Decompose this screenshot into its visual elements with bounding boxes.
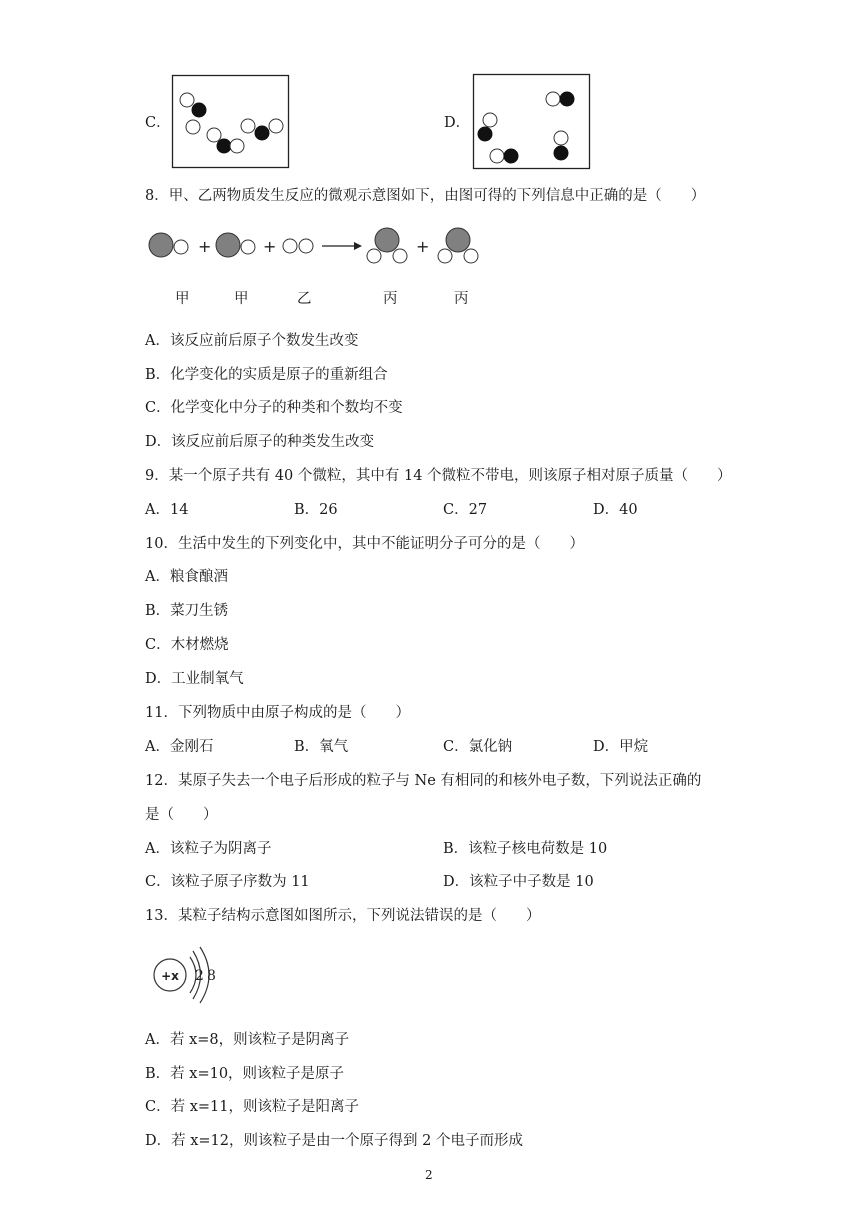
q13-option-a: A．若 x=8，则该粒子是阴离子 bbox=[145, 1032, 350, 1048]
q7-option-d-diagram bbox=[473, 74, 591, 170]
q8-reaction-diagram bbox=[146, 225, 486, 269]
page-number: 2 bbox=[425, 1168, 433, 1182]
q7-option-d-label: D． bbox=[444, 115, 471, 131]
plus-sign: + bbox=[198, 237, 212, 256]
q12-option-a: A．该粒子为阴离子 bbox=[145, 841, 272, 857]
q8-label-jia-1: 甲 bbox=[175, 291, 190, 307]
q11-option-b: B．氧气 bbox=[294, 739, 349, 755]
q13-option-d: D．若 x=12，则该粒子是由一个原子得到 2 个电子而形成 bbox=[145, 1133, 523, 1149]
q12-option-b: B．该粒子核电荷数是 10 bbox=[443, 841, 608, 857]
q9-option-c: C．27 bbox=[443, 502, 488, 518]
q8-option-d: D．该反应前后原子的种类发生改变 bbox=[145, 434, 375, 450]
q13-option-c: C．若 x=11，则该粒子是阳离子 bbox=[145, 1099, 359, 1115]
q8-option-b: B．化学变化的实质是原子的重新组合 bbox=[145, 367, 388, 383]
plus-sign: + bbox=[416, 237, 430, 256]
plus-sign: + bbox=[263, 237, 277, 256]
q10-option-d: D．工业制氧气 bbox=[145, 671, 244, 687]
q10-option-b: B．菜刀生锈 bbox=[145, 603, 229, 619]
q10-stem: 10．生活中发生的下列变化中，其中不能证明分子可分的是（ ） bbox=[145, 536, 584, 552]
q10-option-c: C．木材燃烧 bbox=[145, 637, 229, 653]
q13-option-b: B．若 x=10，则该粒子是原子 bbox=[145, 1066, 345, 1082]
q9-option-b: B．26 bbox=[294, 502, 338, 518]
q9-stem: 9．某一个原子共有 40 个微粒，其中有 14 个微粒不带电，则该原子相对原子质量（ ） bbox=[145, 468, 732, 484]
q12-option-d: D．该粒子中子数是 10 bbox=[443, 874, 594, 890]
q8-label-bing-1: 丙 bbox=[383, 291, 398, 307]
nucleus-label: +x bbox=[161, 969, 179, 983]
q7-option-c-label: C． bbox=[145, 115, 171, 131]
q8-stem: 8．甲、乙两物质发生反应的微观示意图如下，由图可得的下列信息中正确的是（ ） bbox=[145, 188, 706, 204]
q13-stem: 13．某粒子结构示意图如图所示，下列说法错误的是（ ） bbox=[145, 908, 541, 924]
q11-stem: 11．下列物质中由原子构成的是（ ） bbox=[145, 705, 410, 721]
q7-option-c-diagram bbox=[172, 75, 290, 169]
shell-2-electrons: 8 bbox=[207, 968, 216, 984]
q8-label-bing-2: 丙 bbox=[454, 291, 469, 307]
q8-option-a: A．该反应前后原子个数发生改变 bbox=[145, 333, 359, 349]
q13-particle-structure-diagram bbox=[150, 945, 220, 1011]
q11-option-a: A．金刚石 bbox=[145, 739, 214, 755]
q12-stem-line2: 是（ ） bbox=[145, 807, 218, 823]
q9-option-d: D．40 bbox=[593, 502, 638, 518]
q12-stem-line1: 12．某原子失去一个电子后形成的粒子与 Ne 有相同的和核外电子数，下列说法正确的 bbox=[145, 773, 702, 789]
q10-option-a: A．粮食酿酒 bbox=[145, 569, 228, 585]
q9-option-a: A．14 bbox=[145, 502, 189, 518]
q11-option-c: C．氯化钠 bbox=[443, 739, 513, 755]
shell-1-electrons: 2 bbox=[195, 968, 204, 984]
q12-option-c: C．该粒子原子序数为 11 bbox=[145, 874, 310, 890]
q8-option-c: C．化学变化中分子的种类和个数均不变 bbox=[145, 400, 403, 416]
q11-option-d: D．甲烷 bbox=[593, 739, 649, 755]
q8-label-jia-2: 甲 bbox=[234, 291, 249, 307]
q8-label-yi: 乙 bbox=[297, 291, 312, 307]
